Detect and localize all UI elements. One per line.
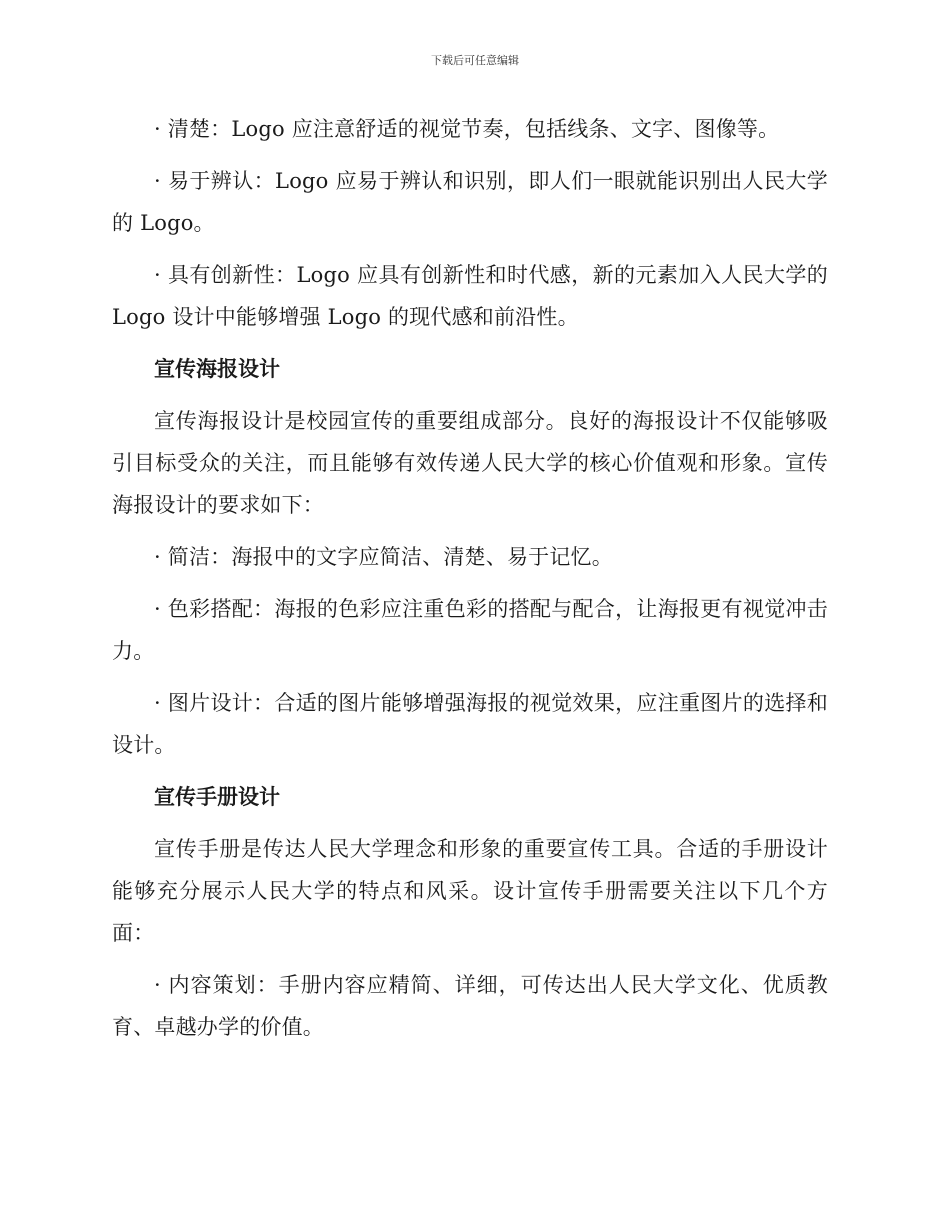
bullet-paragraph-concise: · 简洁：海报中的文字应简洁、清楚、易于记忆。: [154, 545, 613, 569]
section-heading-poster-design: 宣传海报设计: [154, 357, 280, 381]
bullet-paragraph-image: · 图片设计：合适的图片能够增强海报的视觉效果，应注重图片的选择和设计。: [112, 691, 828, 757]
bullet-paragraph-recognizable: · 易于辨认：Logo 应易于辨认和识别，即人们一眼就能识别出人民大学的 Logo。: [112, 169, 828, 235]
bullet-paragraph-clear: · 清楚：Logo 应注意舒适的视觉节奏，包括线条、文字、图像等。: [154, 117, 780, 141]
bullet-paragraph-innovative: · 具有创新性：Logo 应具有创新性和时代感，新的元素加入人民大学的 Logo 设计中能够增强 Logo 的现代感和前沿性。: [112, 263, 828, 329]
section-heading-brochure-design: 宣传手册设计: [154, 785, 280, 809]
bullet-paragraph-content-planning: · 内容策划：手册内容应精简、详细，可传达出人民大学文化、优质教育、卓越办学的价值。: [112, 973, 828, 1039]
poster-intro-paragraph: 宣传海报设计是校园宣传的重要组成部分。良好的海报设计不仅能够吸引目标受众的关注，而且能够有效传递人民大学的核心价值观和形象。宣传海报设计的要求如下：: [112, 409, 828, 517]
page-header: 下载后可任意编辑: [431, 54, 519, 67]
bullet-paragraph-color: · 色彩搭配：海报的色彩应注重色彩的搭配与配合，让海报更有视觉冲击力。: [112, 597, 828, 663]
document-body: [112, 108, 828, 1058]
brochure-intro-paragraph: 宣传手册是传达人民大学理念和形象的重要宣传工具。合适的手册设计能够充分展示人民大学的特点和风采。设计宣传手册需要关注以下几个方面：: [112, 837, 828, 945]
